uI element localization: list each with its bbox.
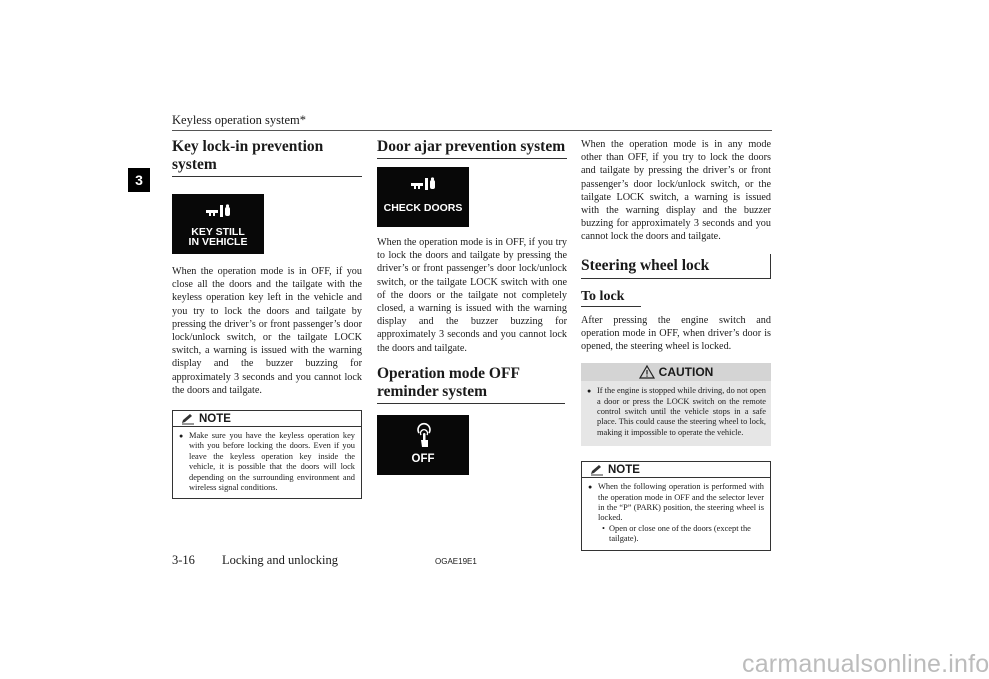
power-touch-icon (415, 427, 433, 449)
column-1 (172, 138, 362, 499)
door-ajar-heading: Door ajar prevention system (377, 138, 567, 159)
note-header (173, 411, 361, 427)
note-header (582, 462, 770, 478)
bullet-icon: ● (588, 483, 593, 492)
steering-lock-heading: Steering wheel lock (581, 254, 771, 279)
header-rule (172, 130, 772, 131)
caution-title: CAUTION (658, 365, 714, 380)
key-icon (411, 177, 437, 191)
pencil-note-icon (181, 413, 195, 425)
warning-triangle-icon (639, 365, 655, 379)
chapter-number: 3 (135, 172, 143, 188)
to-lock-subheading: To lock (581, 288, 641, 307)
note-bullet-text: Make sure you have the keyless operation key with you before locking the doors. Even if you leave the keyless operation key inside the vehicle, it is possible that the doors will lock depending on the surrounding environment and wireless signal conditions. (189, 431, 355, 493)
note-box (172, 410, 362, 499)
note-sub-item (588, 524, 764, 545)
note-body (173, 427, 361, 498)
column-3 (581, 138, 771, 551)
door-ajar-paragraph: When the operation mode is in OFF, if you try to lock the doors and tailgate by pressing the driver’s or front passenger’s door lock/unlock switch, or the tailgate LOCK switch with one of the doors or the tailgate not completely closed, a warning is issued with the warning display and the buzzer buzzing for approximately 3 seconds and you cannot lock the doors and tailgate. (377, 237, 567, 354)
key-lock-in-paragraph: When the operation mode is in OFF, if you close all the doors and the tailgate with the keyless operation key left in the vehicle and you try to lock the doors and tailgate by pressing the driver’s or front passenger’s door lock/unlock switch, or the tailgate LOCK switch, a warning is issued with the warning display and the buzzer buzzing for approximately 3 seconds and you cannot lock the doors and tailgate. (172, 266, 362, 396)
caution-body (581, 381, 771, 446)
key-icon (206, 204, 232, 218)
display-label: OFF (411, 452, 435, 465)
display-label-line1: KEY STILL (191, 226, 245, 238)
bullet-icon: ● (587, 387, 592, 396)
note-bullet (179, 431, 355, 493)
section-title: Locking and unlocking (222, 553, 338, 567)
key-still-in-vehicle-display (172, 194, 264, 254)
note-box (581, 461, 771, 550)
note-bullet-text: When the following operation is performed with the operation mode in OFF and the selector lever in the “P” (PARK) position, the steering wheel is locked. (598, 482, 764, 523)
note-title: NOTE (608, 463, 640, 476)
sub-bullet-icon: • (602, 523, 605, 533)
check-doors-display (377, 167, 469, 227)
any-mode-paragraph: When the operation mode is in any mode other than OFF, if you try to lock the doors and tailgate by pressing the driver’s or front passenger’s door lock/unlock switch, or the tailgate LOCK switch, a warning is issued with the warning display and the buzzer buzzing for approximately 3 seconds and you cannot lock the doors and tailgate. (581, 139, 771, 243)
watermark: carmanualsonline.info (742, 650, 989, 678)
chapter-tab (128, 168, 150, 192)
caution-bullet (587, 386, 766, 438)
note-bullet (588, 482, 764, 524)
display-label-line2: IN VEHICLE (188, 236, 248, 248)
note-title: NOTE (199, 412, 231, 425)
caution-bullet-text: If the engine is stopped while driving, do not open a door or press the LOCK switch on the remote control switch until the vehicle stops in a safe place. This could cause the steering wheel to lock, making it impossible to operate the vehicle. (597, 386, 766, 437)
display-label: CHECK DOORS (383, 202, 463, 214)
off-display (377, 415, 469, 475)
bullet-icon: ● (179, 432, 184, 441)
caution-header (581, 363, 771, 381)
caution-box (581, 363, 771, 446)
off-reminder-heading: Operation mode OFF reminder system (377, 365, 565, 404)
key-lock-in-heading: Key lock-in prevention system (172, 138, 362, 177)
running-header: Keyless operation system* (172, 113, 307, 127)
note-body (582, 478, 770, 549)
column-2 (377, 138, 567, 475)
steering-lock-paragraph: After pressing the engine switch and operation mode in OFF, when driver’s door is opened, the steering wheel is locked. (581, 314, 771, 353)
page-number: 3-16 (172, 553, 195, 567)
note-sub-text: Open or close one of the doors (except the tailgate). (609, 523, 751, 544)
pencil-note-icon (590, 464, 604, 476)
document-code: OGAE19E1 (435, 557, 477, 566)
